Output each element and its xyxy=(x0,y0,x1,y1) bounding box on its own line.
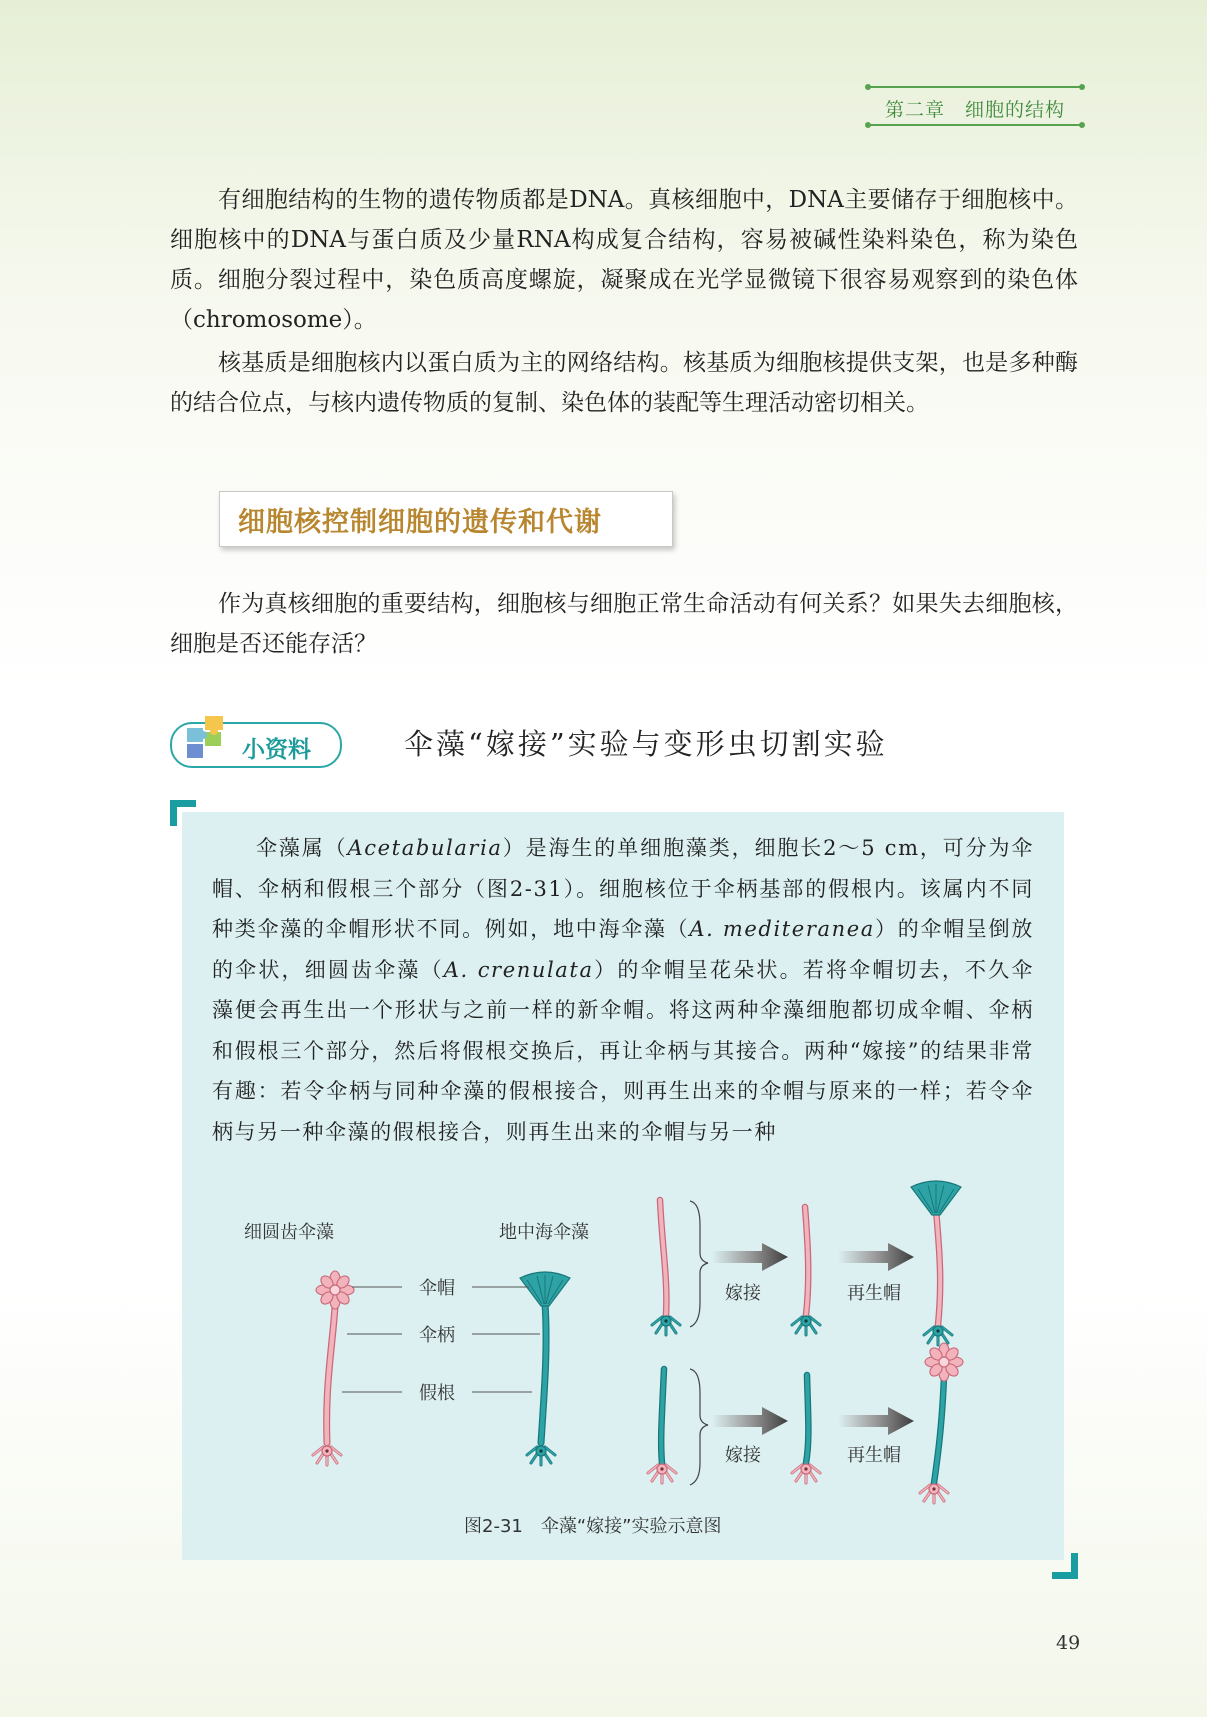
paragraph-question: 作为真核细胞的重要结构，细胞核与细胞正常生命活动有何关系？如果失去细胞核，细胞是否还能存活？ xyxy=(170,591,1078,657)
graft-row-top xyxy=(652,1181,961,1345)
label-graft-bottom: 嫁接 xyxy=(725,1445,761,1466)
puzzle-icon xyxy=(185,714,231,760)
chapter-title: 第二章 细胞的结构 xyxy=(884,99,1065,121)
paragraph-nuclear-matrix: 核基质是细胞核内以蛋白质为主的网络结构。核基质为细胞核提供支架，也是多种酶的结合位点，与核内遗传物质的复制、染色体的装配等生理活动密切相关。 xyxy=(170,350,1078,416)
acetabularia-graft-figure xyxy=(182,1165,1064,1560)
mediteranea-cell xyxy=(520,1272,570,1465)
section-title: 细胞核控制细胞的遗传和代谢 xyxy=(238,507,602,538)
info-text: 伞藻属（Acetabularia）是海生的单细胞藻类，细胞长2～5 cm，可分为伞帽、伞柄和假根三个部分（图2-31）。细胞核位于伞柄基部的假根内。该属内不同种类伞藻的伞帽形状不同。例如，地中海伞藻（A. mediteranea）的伞帽呈倒放的伞状，细圆齿伞藻（A. crenulata）的伞帽呈花朵状。若将伞帽切去，不久伞藻便会再生出一个形状与之前一样的新伞帽。将这两种伞藻细胞都切成伞帽、伞柄和假根三个部分，然后将假根交换后，再让伞柄与其接合。两种“嫁接”的结果非常有趣：若令伞柄与同种伞藻的假根接合，则再生出来的伞帽与原来的一样；若令伞柄与另一种伞藻的假根接合，则再生出来的伞帽与另一种 xyxy=(212,836,1034,1144)
figure-caption: 图2-31 伞藻“嫁接”实验示意图 xyxy=(464,1516,722,1537)
label-regen-top: 再生帽 xyxy=(847,1283,901,1304)
label-cap: 伞帽 xyxy=(419,1278,455,1299)
tip-badge-label: 小资料 xyxy=(242,737,311,763)
label-mediteranea: 地中海伞藻 xyxy=(499,1222,589,1243)
crenulata-cell xyxy=(313,1271,354,1465)
paragraph-dna: 有细胞结构的生物的遗传物质都是DNA。真核细胞中，DNA主要储存于细胞核中。细胞核中的DNA与蛋白质及少量RNA构成复合结构，容易被碱性染料染色，称为染色质。细胞分裂过程中，染色质高度螺旋，凝聚成在光学显微镜下很容易观察到的染色体（chromosome）。 xyxy=(170,187,1078,333)
graft-row-bottom xyxy=(648,1343,963,1503)
label-stalk: 伞柄 xyxy=(419,1325,455,1346)
label-regen-bottom: 再生帽 xyxy=(847,1445,901,1466)
section-heading xyxy=(219,491,673,547)
page-number: 49 xyxy=(1056,1632,1081,1654)
label-graft-top: 嫁接 xyxy=(725,1283,761,1304)
tip-title: 伞藻“嫁接”实验与变形虫切割实验 xyxy=(404,727,888,761)
chapter-header xyxy=(868,86,1082,126)
label-rhizoid: 假根 xyxy=(419,1383,455,1404)
label-crenulata: 细圆齿伞藻 xyxy=(244,1222,334,1243)
